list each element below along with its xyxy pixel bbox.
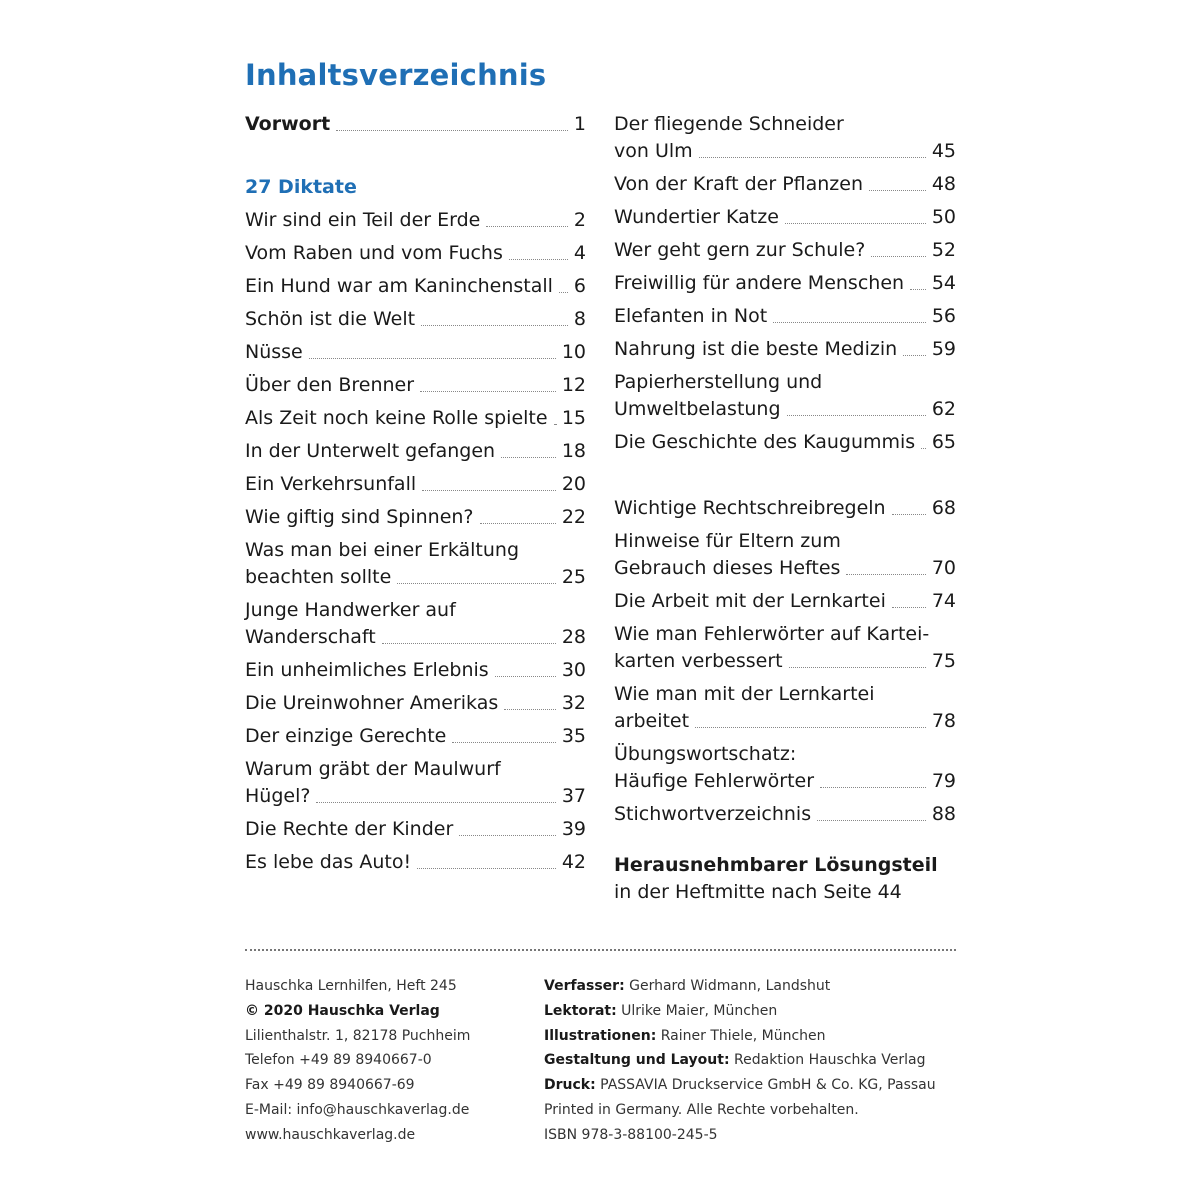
toc-entry[interactable] [245,237,586,270]
toc-entry-line [245,624,586,651]
dot-leader [554,423,556,425]
toc-entry-page: 28 [561,626,586,648]
toc-entry[interactable] [614,738,956,798]
toc-entry[interactable] [245,204,586,237]
imprint-credit-value: Gerhard Widmann, Landshut [624,978,831,994]
imprint-fax: Fax +49 89 8940667-69 [245,1077,415,1094]
toc-entry-line [614,648,956,675]
toc-entry[interactable] [245,654,586,687]
imprint-credit-line [544,1024,936,1049]
toc-entry-page: 68 [931,497,956,519]
toc-entry-page: 50 [931,206,956,228]
dot-leader [382,642,556,644]
toc-entry-page: 42 [561,851,586,873]
toc-entry-line [614,336,956,363]
toc-entry-line [245,405,586,432]
dot-leader [785,222,926,224]
toc-entry-page: 8 [573,308,586,330]
page-title: Inhaltsverzeichnis [245,58,547,92]
dotted-separator [245,949,956,951]
toc-entry-title-line: Was man bei einer Erkältung [245,539,520,561]
imprint-credit-line [544,999,936,1024]
toc-list-dictations-continued [614,108,956,459]
toc-entry-page: 12 [561,374,586,396]
toc-entry-page: 56 [931,305,956,327]
dot-leader [820,786,926,788]
toc-entry-title: Elefanten in Not [614,305,768,327]
toc-entry-page: 2 [573,209,586,231]
toc-entry-title-line: Papierherstellung und [614,371,823,393]
toc-entry-foreword[interactable] [245,108,586,141]
toc-entry-title: Ein unheimliches Erlebnis [245,659,489,681]
toc-entry[interactable] [245,594,586,654]
toc-entry-title-line: Wie man mit der Lernkartei [614,683,875,705]
toc-entry-page: 45 [931,140,956,162]
toc-entry-page: 20 [561,473,586,495]
toc-entry-page: 35 [561,725,586,747]
imprint-credit-label: Lektorat: [544,1002,617,1019]
toc-entry-line [245,372,586,399]
dot-leader [559,291,568,293]
imprint-copyright: © 2020 Hauschka Verlag [245,1002,440,1019]
solutions-note [614,852,956,906]
section-heading: 27 Diktate [245,176,357,198]
dot-leader [480,522,556,524]
toc-entry-title: Der einzige Gerechte [245,725,447,747]
toc-entry-line [245,273,586,300]
toc-entry-line [614,495,956,522]
toc-entry-page: 48 [931,173,956,195]
toc-entry-title: Die Geschichte des Kaugummis [614,431,916,453]
toc-entry-page: 79 [931,770,956,792]
dot-leader [695,726,926,728]
toc-entry[interactable] [245,720,586,753]
toc-entry-page: 10 [561,341,586,363]
imprint-credit-line [544,1098,936,1123]
toc-entry-line [245,306,586,333]
toc-entry-title: Schön ist die Welt [245,308,416,330]
toc-entry-line [614,768,956,795]
dot-leader [452,741,555,743]
toc-entry-line [245,564,586,591]
toc-entry-title: karten verbessert [614,650,783,672]
dot-leader [903,354,926,356]
toc-entry-line [614,708,956,735]
imprint-credit-label: Illustrationen: [544,1027,657,1044]
imprint-credit-line [544,1048,936,1073]
toc-entry[interactable] [245,501,586,534]
spacer [614,459,956,492]
toc-entry-title-line: Wie man Fehlerwörter auf Kartei- [614,623,930,645]
toc-entry-page: 70 [931,557,956,579]
toc-entry-title: Von der Kraft der Pflanzen [614,173,864,195]
toc-entry-title: beachten sollte [245,566,392,588]
toc-entry[interactable] [245,534,586,594]
toc-entry-line [614,237,956,264]
toc-entry-line [245,240,586,267]
dot-leader [910,288,926,290]
solutions-subtext: in der Heftmitte nach Seite 44 [614,881,902,903]
toc-list-dictations [245,204,586,879]
toc-left-column [245,108,586,879]
toc-entry-page: 54 [931,272,956,294]
toc-entry-line [245,504,586,531]
dot-leader [495,675,556,677]
dot-leader [309,357,556,359]
dot-leader [773,321,926,323]
toc-entry-title-line: Der fliegende Schneider [614,113,844,135]
toc-entry-page: 75 [931,650,956,672]
imprint-credit-label: Druck: [544,1077,596,1094]
toc-entry[interactable] [614,300,956,333]
toc-entry[interactable] [614,426,956,459]
imprint-website[interactable]: www.hauschkaverlag.de [245,1126,416,1143]
toc-entry-line [245,438,586,465]
toc-entry-page: 59 [931,338,956,360]
toc-entry[interactable] [245,813,586,846]
toc-entry-line [245,849,586,876]
dot-leader [789,666,926,668]
toc-entry[interactable] [614,678,956,738]
dot-leader [421,324,568,326]
toc-entry-title: Nahrung ist die beste Medizin [614,338,898,360]
spacer [245,141,586,171]
toc-entry-line [245,471,586,498]
toc-right-column [614,108,956,906]
dot-leader [869,189,926,191]
toc-entry-page: 39 [561,818,586,840]
toc-entry[interactable] [614,267,956,300]
imprint-email[interactable]: E-Mail: info@hauschkaverlag.de [245,1101,470,1118]
toc-entry-page: 88 [931,803,956,825]
dot-leader [787,414,926,416]
toc-entry[interactable] [614,168,956,201]
toc-entry-title: Als Zeit noch keine Rolle spielte [245,407,548,429]
toc-entry[interactable] [245,753,586,813]
toc-entry-title-line: Übungswortschatz: [614,743,797,765]
imprint-address: Lilienthalstr. 1, 82178 Puchheim [245,1027,471,1044]
toc-entry-line [245,723,586,750]
imprint-credit-value: Redaktion Hauschka Verlag [729,1052,926,1069]
toc-entry[interactable] [614,366,956,426]
toc-entry-title: Freiwillig für andere Menschen [614,272,905,294]
toc-entry-page: 32 [561,692,586,714]
toc-entry-title: Wie giftig sind Spinnen? [245,506,474,528]
toc-entry-title: Hügel? [245,785,311,807]
toc-entry-line [245,816,586,843]
toc-entry-line [614,429,956,456]
toc-entry[interactable] [614,798,956,831]
toc-entry-title: Häufige Fehlerwörter [614,770,815,792]
toc-entry-line [614,801,956,828]
dot-leader [486,225,568,227]
toc-entry-page: 30 [561,659,586,681]
toc-entry[interactable] [614,201,956,234]
toc-entry[interactable] [614,333,956,366]
dot-leader [417,867,556,869]
toc-entry[interactable] [245,369,586,402]
toc-entry-page: 62 [931,398,956,420]
dot-leader [509,258,568,260]
toc-entry-title: In der Unterwelt gefangen [245,440,496,462]
toc-entry-title: Stichwortverzeichnis [614,803,812,825]
toc-entry-line [245,339,586,366]
toc-entry-line [614,396,956,423]
toc-entry-title: Vom Raben und vom Fuchs [245,242,503,264]
toc-entry-page: 4 [573,242,586,264]
toc-entry-page: 15 [561,407,586,429]
imprint-credit-value: Printed in Germany. Alle Rechte vorbehalten. [544,1101,859,1118]
toc-entry-line [614,303,956,330]
toc-entry[interactable] [245,336,586,369]
toc-entry[interactable] [245,402,586,435]
toc-entry-line [614,171,956,198]
dot-leader [892,513,926,515]
dot-leader [699,156,926,158]
dot-leader [316,801,555,803]
imprint-credit-value: Rainer Thiele, München [656,1027,826,1044]
imprint-credits [544,974,936,1148]
toc-entry[interactable] [245,435,586,468]
toc-entry-page: 22 [561,506,586,528]
imprint-credit-value: ISBN 978-3-88100-245-5 [544,1126,718,1143]
imprint-credit-label: Verfasser: [544,978,625,994]
toc-entry-title: Es lebe das Auto! [245,851,412,873]
dot-leader [501,456,556,458]
toc-entry-line [245,657,586,684]
toc-entry-title: Über den Brenner [245,374,415,396]
imprint-phone: Telefon +49 89 8940667-0 [245,1052,432,1069]
toc-entry-line [614,204,956,231]
toc-entry-page: 37 [561,785,586,807]
toc-entry-title: Ein Hund war am Kaninchenstall [245,275,553,297]
toc-entry-page: 78 [931,710,956,732]
toc-entry[interactable] [614,585,956,618]
toc-entry[interactable] [614,618,956,678]
toc-entry-page: 74 [931,590,956,612]
toc-entry[interactable] [245,687,586,720]
toc-entry-line [245,783,586,810]
toc-entry-page: 6 [573,275,586,297]
toc-entry-page: 65 [931,431,956,453]
toc-entry-title: Vorwort [245,113,331,135]
toc-entry-page: 18 [561,440,586,462]
toc-entry-title-line: Hinweise für Eltern zum [614,530,841,552]
imprint-credit-value: PASSAVIA Druckservice GmbH & Co. KG, Passau [595,1077,936,1094]
toc-entry-title: Gebrauch dieses Heftes [614,557,841,579]
toc-entry-page: 25 [561,566,586,588]
toc-entry-page: 52 [931,239,956,261]
toc-entry-title: Nüsse [245,341,303,363]
solutions-heading: Herausnehmbarer Lösungsteil [614,854,938,876]
toc-entry-title: Die Arbeit mit der Lernkartei [614,590,886,612]
toc-list-appendix [614,492,956,831]
toc-entry-line [614,138,956,165]
toc-entry-title-line: Warum gräbt der Maulwurf [245,758,501,780]
toc-entry-line [614,555,956,582]
toc-entry[interactable] [614,108,956,168]
imprint-credit-line [544,974,936,999]
imprint-credit-line [544,1073,936,1098]
toc-entry[interactable] [245,468,586,501]
toc-entry-title: Die Ureinwohner Amerikas [245,692,499,714]
toc-entry-title: Wir sind ein Teil der Erde [245,209,481,231]
toc-entry-line [614,270,956,297]
dot-leader [420,390,556,392]
imprint-series: Hauschka Lernhilfen, Heft 245 [245,978,457,994]
toc-entry[interactable] [614,234,956,267]
toc-entry[interactable] [245,303,586,336]
dot-leader [422,489,556,491]
toc-entry-title: von Ulm [614,140,693,162]
imprint-publisher [245,974,470,1148]
toc-entry-title: Wer geht gern zur Schule? [614,239,866,261]
toc-entry[interactable] [245,270,586,303]
toc-entry-title: Die Rechte der Kinder [245,818,454,840]
imprint-credit-label: Gestaltung und Layout: [544,1052,730,1069]
toc-entry-title: Wanderschaft [245,626,376,648]
dot-leader [336,129,568,131]
toc-entry-title: Ein Verkehrsunfall [245,473,417,495]
imprint-credit-line [544,1123,936,1148]
imprint-credit-value: Ulrike Maier, München [616,1002,778,1019]
toc-entry-title: Umweltbelastung [614,398,781,420]
dot-leader [892,606,926,608]
toc-entry-line [614,588,956,615]
toc-entry-title: Wundertier Katze [614,206,779,228]
dot-leader [397,582,555,584]
toc-entry[interactable] [614,525,956,585]
dot-leader [921,447,926,449]
toc-entry-page: 1 [573,113,586,135]
toc-entry-title: Wichtige Rechtschreibregeln [614,497,886,519]
dot-leader [846,573,925,575]
dot-leader [504,708,556,710]
toc-entry-line [245,690,586,717]
toc-entry-title: arbeitet [614,710,690,732]
toc-entry-title-line: Junge Handwerker auf [245,599,456,621]
toc-entry[interactable] [614,492,956,525]
dot-leader [817,819,926,821]
dot-leader [459,834,556,836]
dot-leader [871,255,925,257]
toc-entry[interactable] [245,846,586,879]
toc-entry-line [245,207,586,234]
